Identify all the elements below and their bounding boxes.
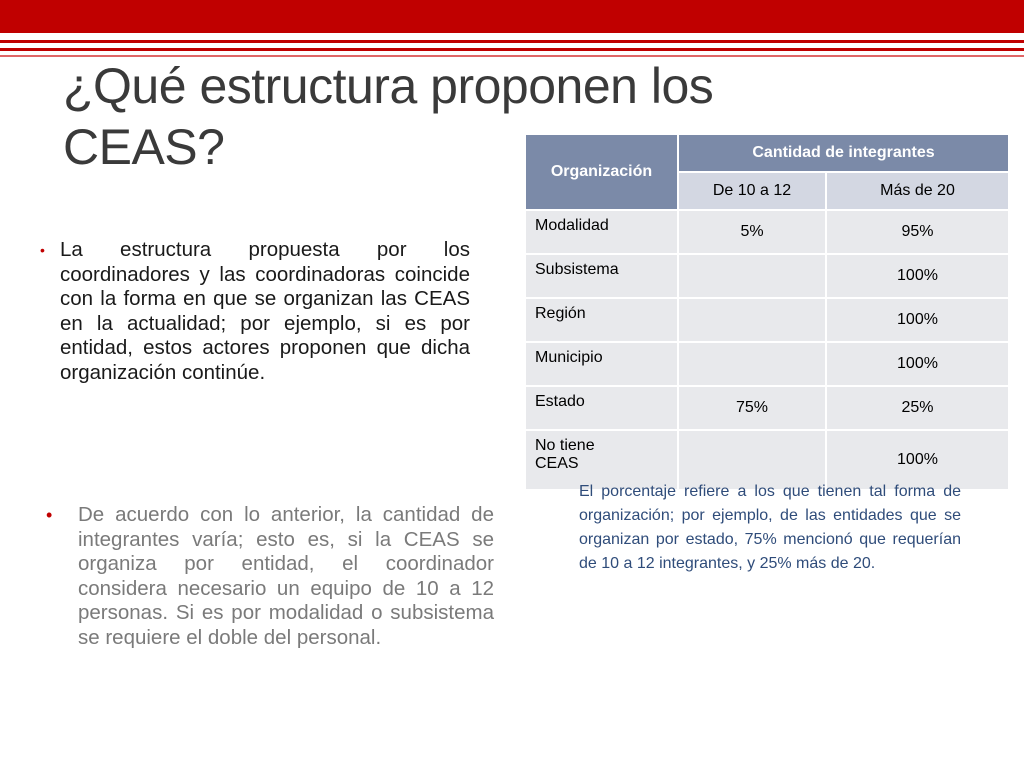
cell-mas-de-20: 95% — [826, 210, 1009, 254]
header-band — [0, 0, 1024, 33]
bullet-text: De acuerdo con lo anterior, la cantidad de integrantes varía; esto es, si la CEAS se organiza por entidad, el coordinador considera necesario un equipo de 10 a 12 personas. Si es por modalidad o subsistema se requiere el doble del personal. — [78, 503, 494, 649]
table-row — [525, 342, 1009, 386]
slide-title-line1: ¿Qué estructura proponen los — [63, 58, 714, 114]
cell-de-10-a-12: 75% — [678, 386, 826, 430]
table-row — [525, 386, 1009, 430]
bullet-marker: • — [46, 505, 53, 525]
table-row — [525, 254, 1009, 298]
slide-title-line2: CEAS? — [63, 119, 225, 175]
row-label: Municipio — [525, 342, 678, 386]
cell-mas-de-20: 100% — [826, 342, 1009, 386]
bullet-marker: • — [40, 242, 45, 258]
integrantes-table — [524, 133, 1010, 491]
cell-mas-de-20: 100% — [826, 430, 1009, 490]
header-mas-de-20: Más de 20 — [826, 172, 1009, 210]
bullet-text: La estructura propuesta por los coordinadores y las coordinadoras coincide con la forma en que se organizan las CEAS en la actualidad; por ejemplo, si es por entidad, estos actores proponen que dicha organización continúe. — [60, 238, 470, 384]
table-footnote: El porcentaje refiere a los que tienen tal forma de organización; por ejemplo, de las entidades que se organizan por estado, 75% mencionó que requerían de 10 a 12 integrantes, y 25% más de 20. — [579, 483, 961, 572]
bullet-point-2 — [46, 503, 494, 650]
cell-mas-de-20: 100% — [826, 298, 1009, 342]
header-cantidad: Cantidad de integrantes — [678, 134, 1009, 172]
row-label: Estado — [525, 386, 678, 430]
table-row — [525, 210, 1009, 254]
table-row — [525, 298, 1009, 342]
cell-de-10-a-12 — [678, 298, 826, 342]
cell-de-10-a-12: 5% — [678, 210, 826, 254]
row-label: Subsistema — [525, 254, 678, 298]
header-organizacion: Organización — [525, 134, 678, 210]
cell-mas-de-20: 25% — [826, 386, 1009, 430]
header-stripe — [0, 48, 1024, 51]
row-label-text: No tiene CEAS — [535, 437, 595, 472]
row-label: Región — [525, 298, 678, 342]
bullet-point-1 — [40, 238, 470, 385]
cell-mas-de-20: 100% — [826, 254, 1009, 298]
cell-de-10-a-12 — [678, 342, 826, 386]
header-de-10-a-12: De 10 a 12 — [678, 172, 826, 210]
header-stripe — [0, 40, 1024, 43]
row-label: Modalidad — [525, 210, 678, 254]
cell-de-10-a-12 — [678, 254, 826, 298]
